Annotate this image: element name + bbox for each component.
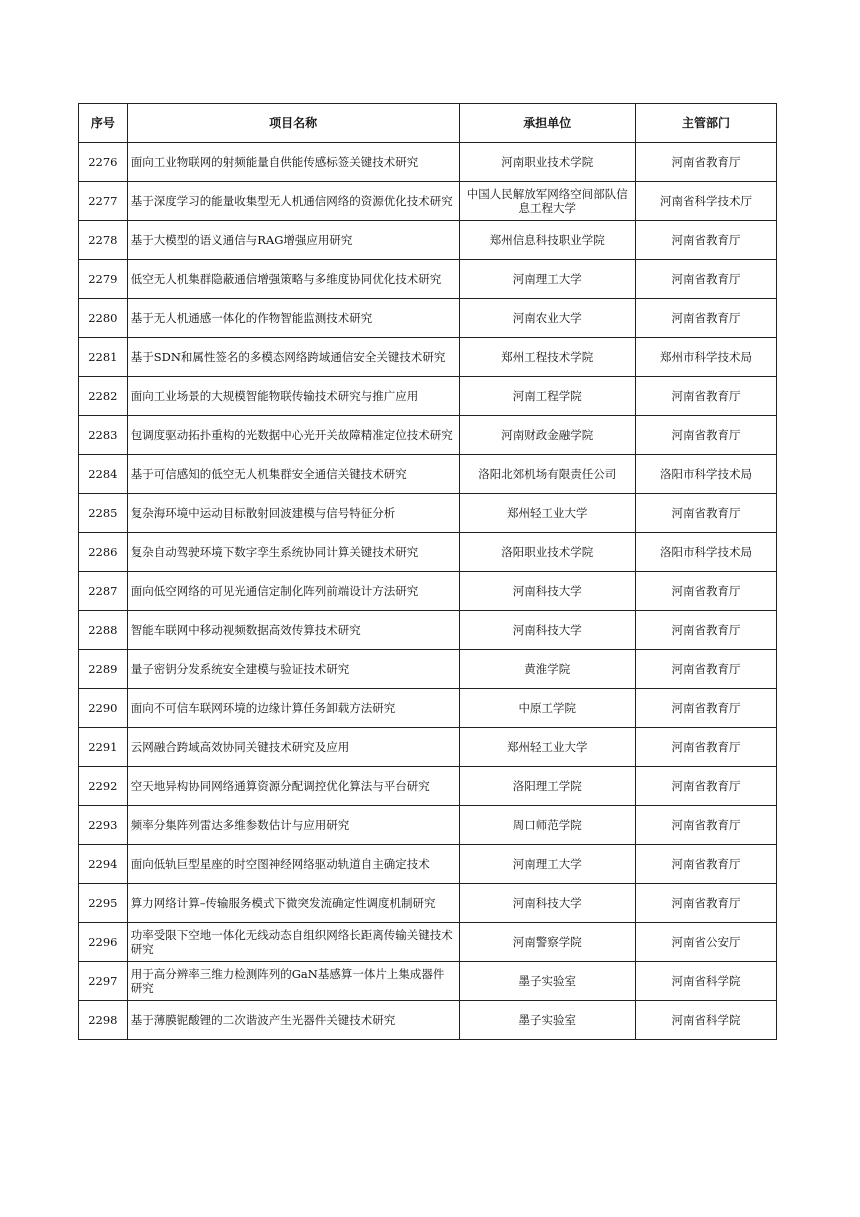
table-row [79,533,777,572]
supervising-department: 河南省教育厅 [635,221,776,260]
supervising-department: 河南省科学院 [635,962,776,1001]
undertaking-unit: 郑州轻工业大学 [459,728,635,767]
table-row [79,338,777,377]
supervising-department: 河南省公安厅 [635,923,776,962]
table-row [79,1001,777,1040]
header-department: 主管部门 [635,104,776,143]
row-number: 2277 [79,182,128,221]
supervising-department: 洛阳市科学技术局 [635,455,776,494]
project-name: 面向低空网络的可见光通信定制化阵列前端设计方法研究 [127,572,459,611]
undertaking-unit: 郑州工程技术学院 [459,338,635,377]
row-number: 2291 [79,728,128,767]
table-row [79,572,777,611]
supervising-department: 河南省教育厅 [635,845,776,884]
undertaking-unit: 河南理工大学 [459,260,635,299]
header-no: 序号 [79,104,128,143]
supervising-department: 河南省教育厅 [635,767,776,806]
project-table [78,103,777,1040]
project-name: 功率受限下空地一体化无线动态自组织网络长距离传输关键技术研究 [127,923,459,962]
row-number: 2294 [79,845,128,884]
supervising-department: 河南省教育厅 [635,611,776,650]
supervising-department: 郑州市科学技术局 [635,338,776,377]
supervising-department: 河南省教育厅 [635,806,776,845]
supervising-department: 河南省科学技术厅 [635,182,776,221]
table-row [79,143,777,182]
table-row [79,962,777,1001]
table-row [79,494,777,533]
supervising-department: 河南省教育厅 [635,728,776,767]
undertaking-unit: 河南科技大学 [459,611,635,650]
table-row [79,377,777,416]
row-number: 2286 [79,533,128,572]
row-number: 2285 [79,494,128,533]
project-name: 用于高分辨率三维力检测阵列的GaN基感算一体片上集成器件研究 [127,962,459,1001]
row-number: 2296 [79,923,128,962]
project-name: 基于薄膜铌酸锂的二次谐波产生光器件关键技术研究 [127,1001,459,1040]
project-name: 复杂海环境中运动目标散射回波建模与信号特征分析 [127,494,459,533]
supervising-department: 河南省教育厅 [635,650,776,689]
table-row [79,806,777,845]
row-number: 2276 [79,143,128,182]
project-name: 面向工业物联网的射频能量自供能传感标签关键技术研究 [127,143,459,182]
undertaking-unit: 河南职业技术学院 [459,143,635,182]
supervising-department: 河南省教育厅 [635,494,776,533]
undertaking-unit: 河南科技大学 [459,884,635,923]
undertaking-unit: 郑州信息科技职业学院 [459,221,635,260]
table-row [79,767,777,806]
undertaking-unit: 黄淮学院 [459,650,635,689]
project-name: 基于可信感知的低空无人机集群安全通信关键技术研究 [127,455,459,494]
row-number: 2279 [79,260,128,299]
table-row [79,923,777,962]
table-row [79,728,777,767]
row-number: 2283 [79,416,128,455]
supervising-department: 河南省教育厅 [635,689,776,728]
supervising-department: 河南省教育厅 [635,143,776,182]
undertaking-unit: 墨子实验室 [459,1001,635,1040]
header-unit: 承担单位 [459,104,635,143]
undertaking-unit: 洛阳北郊机场有限责任公司 [459,455,635,494]
table-row [79,221,777,260]
supervising-department: 河南省教育厅 [635,884,776,923]
undertaking-unit: 中国人民解放军网络空间部队信息工程大学 [459,182,635,221]
undertaking-unit: 河南农业大学 [459,299,635,338]
supervising-department: 河南省科学院 [635,1001,776,1040]
row-number: 2280 [79,299,128,338]
undertaking-unit: 河南警察学院 [459,923,635,962]
row-number: 2282 [79,377,128,416]
supervising-department: 河南省教育厅 [635,572,776,611]
undertaking-unit: 中原工学院 [459,689,635,728]
project-name: 云网融合跨域高效协同关键技术研究及应用 [127,728,459,767]
row-number: 2281 [79,338,128,377]
project-name: 面向工业场景的大规模智能物联传输技术研究与推广应用 [127,377,459,416]
project-name: 算力网络计算–传输服务模式下微突发流确定性调度机制研究 [127,884,459,923]
project-name: 面向不可信车联网环境的边缘计算任务卸载方法研究 [127,689,459,728]
undertaking-unit: 河南财政金融学院 [459,416,635,455]
table-row [79,611,777,650]
row-number: 2278 [79,221,128,260]
undertaking-unit: 郑州轻工业大学 [459,494,635,533]
undertaking-unit: 河南理工大学 [459,845,635,884]
supervising-department: 河南省教育厅 [635,299,776,338]
supervising-department: 河南省教育厅 [635,416,776,455]
project-name: 空天地异构协同网络通算资源分配调控优化算法与平台研究 [127,767,459,806]
project-name: 频率分集阵列雷达多维参数估计与应用研究 [127,806,459,845]
row-number: 2287 [79,572,128,611]
project-name: 基于无人机通感一体化的作物智能监测技术研究 [127,299,459,338]
table-body [79,143,777,1040]
project-name: 智能车联网中移动视频数据高效传算技术研究 [127,611,459,650]
project-name: 基于SDN和属性签名的多模态网络跨域通信安全关键技术研究 [127,338,459,377]
row-number: 2295 [79,884,128,923]
undertaking-unit: 周口师范学院 [459,806,635,845]
table-row [79,650,777,689]
project-name: 面向低轨巨型星座的时空图神经网络驱动轨道自主确定技术 [127,845,459,884]
project-name: 基于深度学习的能量收集型无人机通信网络的资源优化技术研究 [127,182,459,221]
supervising-department: 河南省教育厅 [635,260,776,299]
project-name: 包调度驱动拓扑重构的光数据中心光开关故障精准定位技术研究 [127,416,459,455]
undertaking-unit: 河南工程学院 [459,377,635,416]
project-name: 量子密钥分发系统安全建模与验证技术研究 [127,650,459,689]
table-row [79,260,777,299]
table-header-row [79,104,777,143]
table-row [79,416,777,455]
table-row [79,884,777,923]
undertaking-unit: 洛阳职业技术学院 [459,533,635,572]
supervising-department: 河南省教育厅 [635,377,776,416]
row-number: 2284 [79,455,128,494]
table-row [79,689,777,728]
row-number: 2292 [79,767,128,806]
row-number: 2297 [79,962,128,1001]
project-name: 低空无人机集群隐蔽通信增强策略与多维度协同优化技术研究 [127,260,459,299]
row-number: 2290 [79,689,128,728]
row-number: 2293 [79,806,128,845]
row-number: 2289 [79,650,128,689]
row-number: 2298 [79,1001,128,1040]
table-row [79,455,777,494]
table-row [79,299,777,338]
undertaking-unit: 河南科技大学 [459,572,635,611]
table-row [79,182,777,221]
undertaking-unit: 洛阳理工学院 [459,767,635,806]
project-name: 复杂自动驾驶环境下数字孪生系统协同计算关键技术研究 [127,533,459,572]
supervising-department: 洛阳市科学技术局 [635,533,776,572]
undertaking-unit: 墨子实验室 [459,962,635,1001]
header-project-name: 项目名称 [127,104,459,143]
row-number: 2288 [79,611,128,650]
project-name: 基于大模型的语义通信与RAG增强应用研究 [127,221,459,260]
table-row [79,845,777,884]
